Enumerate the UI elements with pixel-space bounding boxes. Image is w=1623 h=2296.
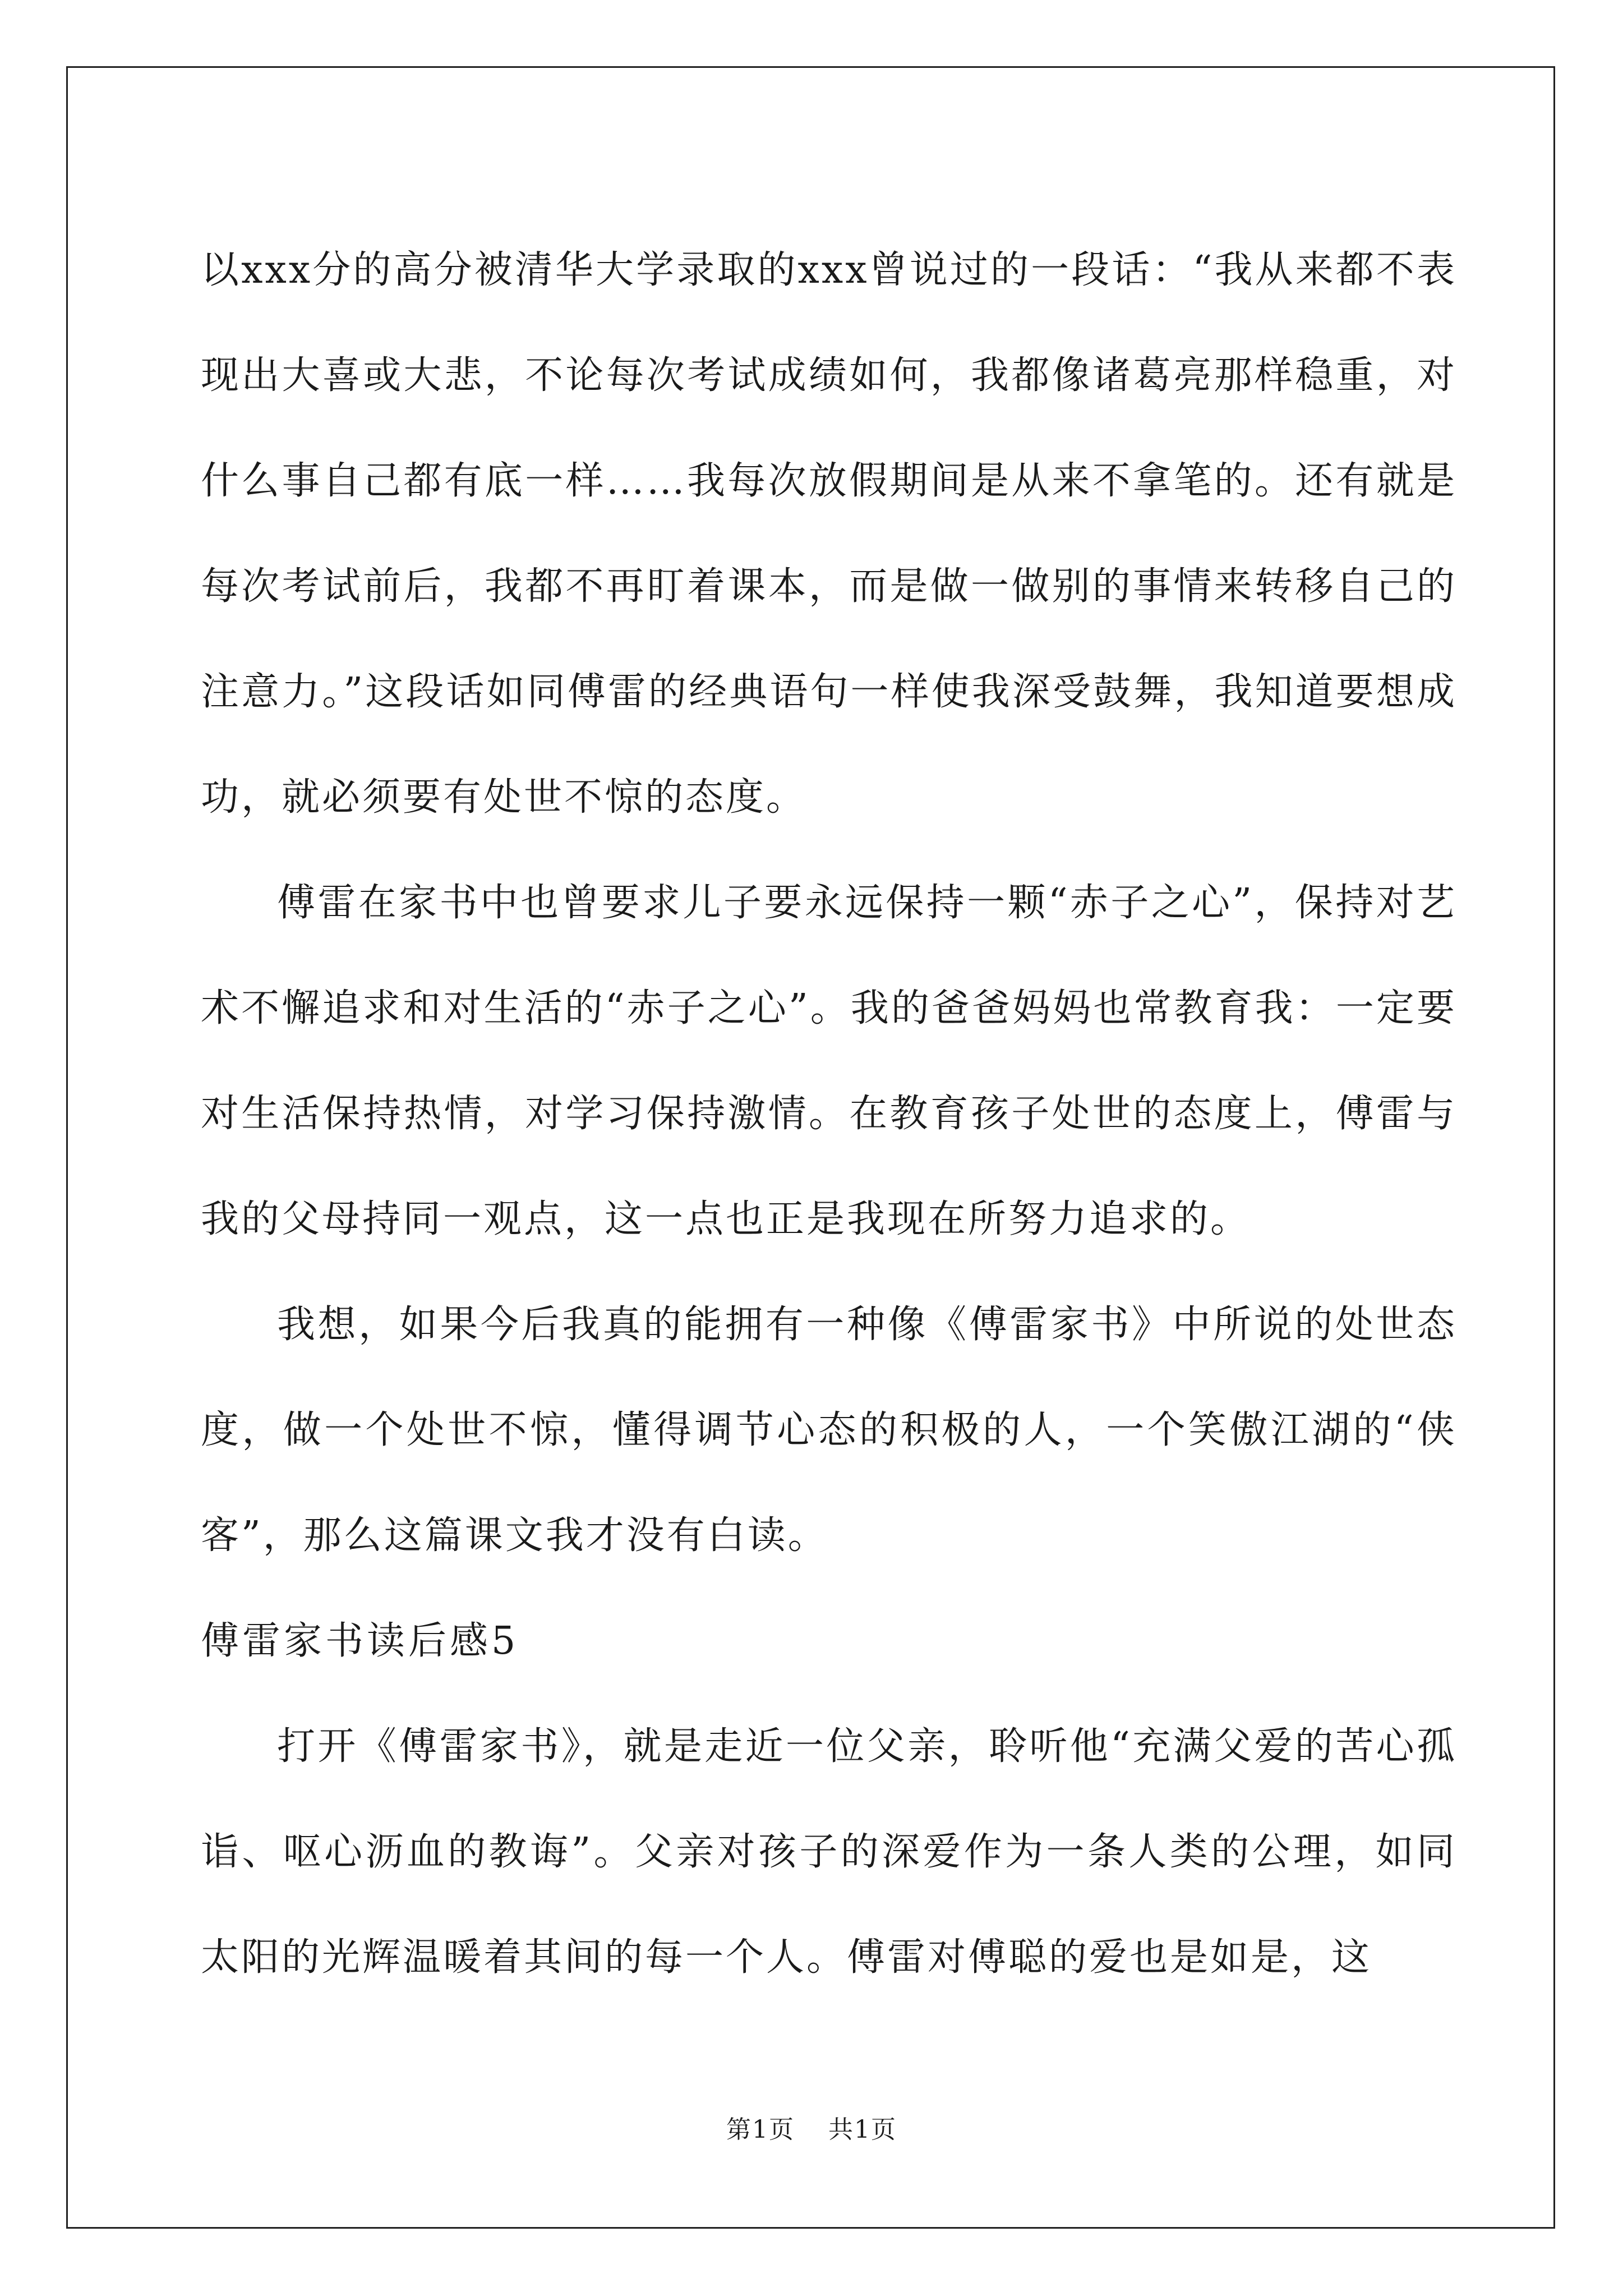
document-body bbox=[201, 218, 1457, 2010]
page-number: 第1页 bbox=[726, 2115, 795, 2144]
paragraph-2: 傅雷在家书中也曾要求儿子要永远保持一颗“赤子之心”，保持对艺术不懈追求和对生活的“赤子之心”。我的爸爸妈妈也常教育我：一定要对生活保持热情，对学习保持激情。在教育孩子处世的态度上，傅雷与我的父母持同一观点，这一点也正是我现在所努力追求的。 bbox=[201, 881, 1457, 1241]
paragraph-3: 我想，如果今后我真的能拥有一种像《傅雷家书》中所说的处世态度，做一个处世不惊，懂得调节心态的积极的人，一个笑傲江湖的“侠客”，那么这篇课文我才没有白读。 bbox=[201, 1303, 1457, 1558]
section-heading: 傅雷家书读后感5 bbox=[201, 1619, 519, 1663]
page-total: 共1页 bbox=[828, 2115, 897, 2144]
paragraph-1: 以xxx分的高分被清华大学录取的xxx曾说过的一段话：“我从来都不表现出大喜或大悲，不论每次考试成绩如何，我都像诸葛亮那样稳重，对什么事自己都有底一样……我每次放假期间是从来不拿笔的。还有就是每次考试前后，我都不再盯着课本，而是做一做别的事情来转移自己的注意力。”这段话如同傅雷的经典语句一样使我深受鼓舞，我知道要想成功，就必须要有处世不惊的态度。 bbox=[201, 248, 1457, 820]
page-footer bbox=[0, 2109, 1623, 2145]
paragraph-4: 打开《傅雷家书》，就是走近一位父亲，聆听他“充满父爱的苦心孤诣、呕心沥血的教诲”。父亲对孩子的深爱作为一条人类的公理，如同太阳的光辉温暖着其间的每一个人。傅雷对傅聪的爱也是如是，这 bbox=[201, 1724, 1457, 1980]
